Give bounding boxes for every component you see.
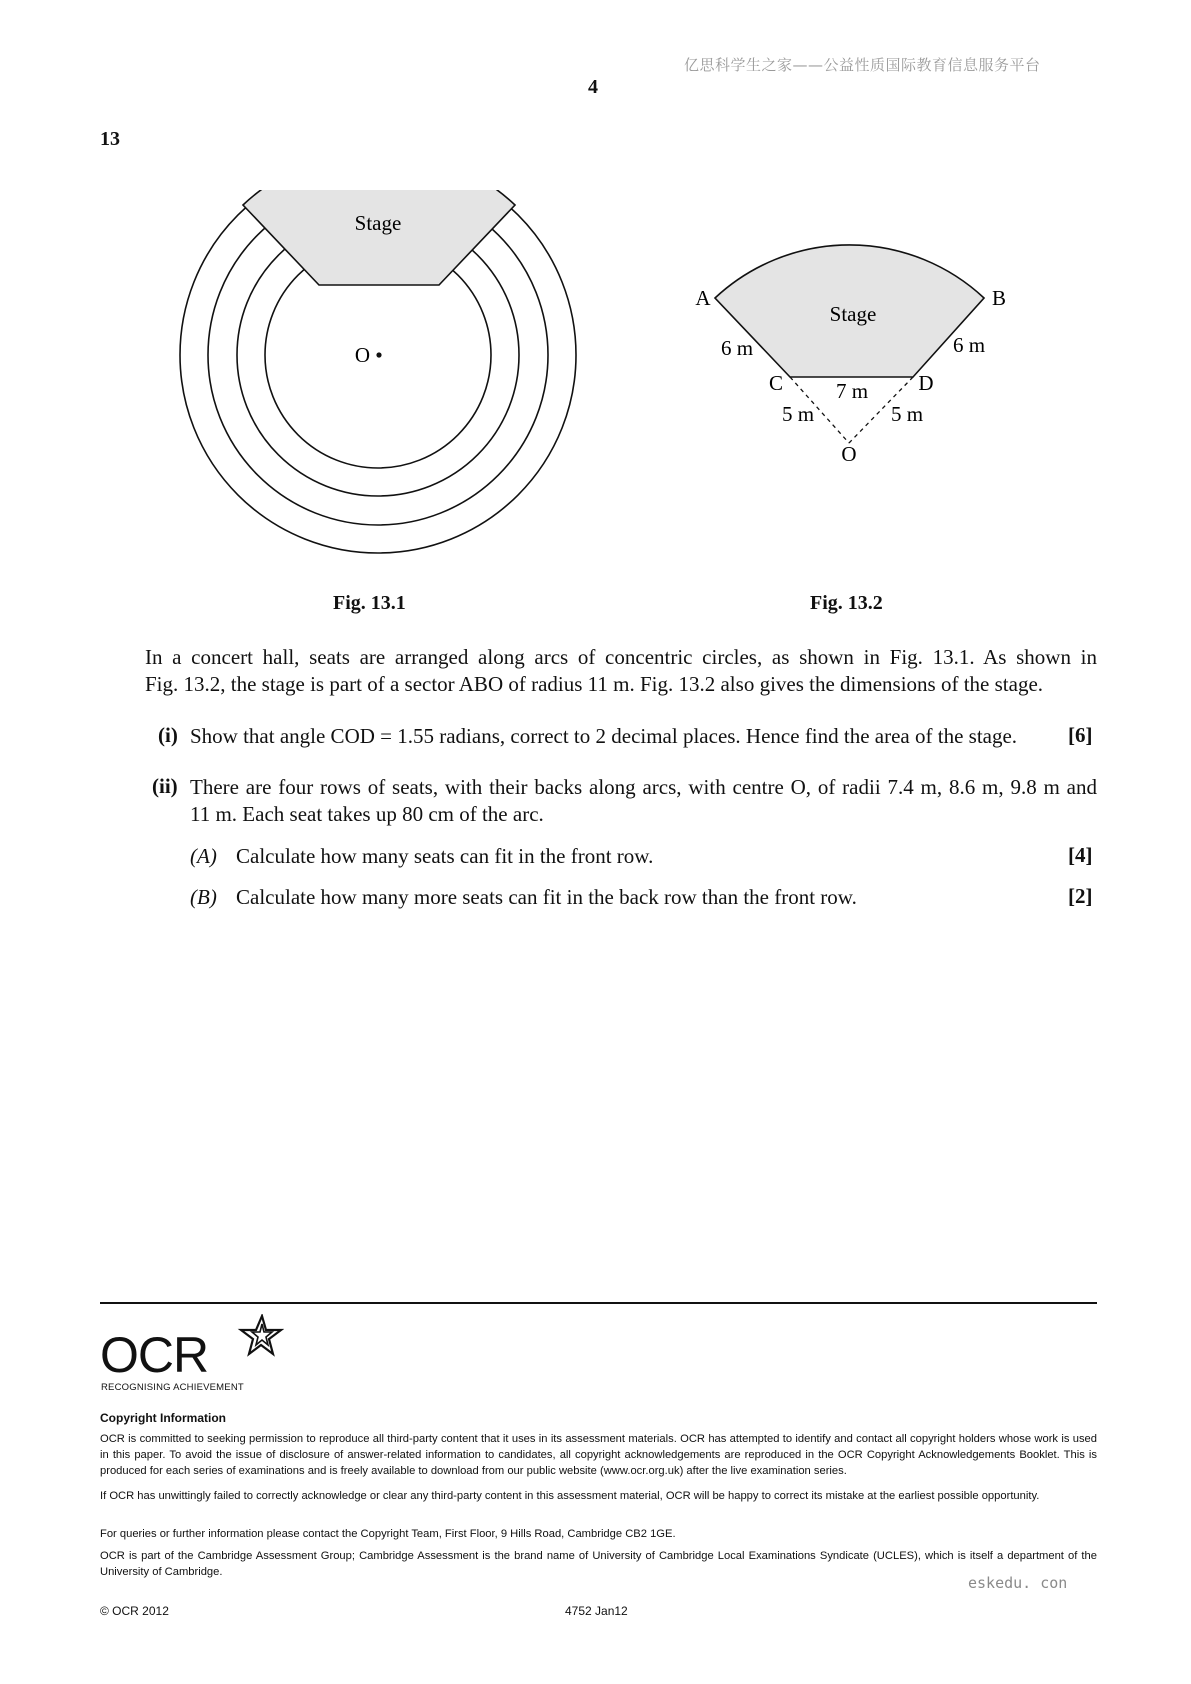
part-ii-text-line-2: 11 m. Each seat takes up 80 cm of the arc. <box>190 802 544 826</box>
length-co: 5 m <box>781 402 815 426</box>
copyright-para-2: If OCR has unwittingly failed to correctly acknowledge or clear any third-party content in this assessment material, OCR will be happy to correct its mistake at the earliest possible opportunity. <box>100 1490 1040 1502</box>
page-number: 4 <box>588 76 598 98</box>
part-ii-b-label: (B) <box>190 885 217 909</box>
footer-rule <box>100 1302 1097 1304</box>
figure-13-1 <box>175 190 585 560</box>
copyright-para-4: OCR is part of the Cambridge Assessment Group; Cambridge Assessment is the brand name of University of Cambridge Local Examinations Syndicate (UCLES), which is itself a department of the University of Cambridge. <box>100 1550 1097 1578</box>
intro-line-1: In a concert hall, seats are arranged along arcs of concentric circles, as shown in Fig. 13.1. As shown in <box>145 645 1097 669</box>
label-a: A <box>695 286 711 310</box>
centre-point <box>376 352 381 357</box>
centre-label: O <box>354 343 370 367</box>
part-ii-a-label: (A) <box>190 844 217 868</box>
stage-region <box>243 190 515 285</box>
ocr-logo <box>100 1310 280 1394</box>
copyright-para-3: For queries or further information please contact the Copyright Team, First Floor, 9 Hills Road, Cambridge CB2 1GE. <box>100 1528 676 1540</box>
length-bd: 6 m <box>952 333 986 357</box>
stage-label: Stage <box>354 211 402 235</box>
paper-code: 4752 Jan12 <box>565 1604 628 1618</box>
length-ac: 6 m <box>720 336 754 360</box>
copyright-para-1: OCR is committed to seeking permission to reproduce all third-party content that it uses in its assessment materials. OCR has attempted to identify and contact all copyright holders whose work is used in this paper. To avoid the issue of disclosure of answer-related information to candidates, all copyright acknowledgements are reproduced in the OCR Copyright Acknowledgements Booklet. This is produced for each series of examinations and is freely available to download from our public website (www.ocr.org.uk) after the live examination series. <box>100 1433 1097 1477</box>
label-b: B <box>991 286 1007 310</box>
ocr-logo-text: OCR <box>100 1327 209 1383</box>
footer-watermark: eskedu. con <box>968 1574 1068 1592</box>
question-number: 13 <box>100 128 120 150</box>
part-ii-a-marks: [4] <box>1068 843 1093 867</box>
label-c: C <box>768 371 784 395</box>
label-o: O <box>841 442 857 466</box>
part-i-marks: [6] <box>1068 723 1093 747</box>
fig-13-1-caption: Fig. 13.1 <box>333 592 406 614</box>
part-ii-b-marks: [2] <box>1068 884 1093 908</box>
label-d: D <box>918 371 934 395</box>
part-ii-b-text: Calculate how many more seats can fit in the back row than the front row. <box>236 885 857 909</box>
ocr-logo-tagline: RECOGNISING ACHIEVEMENT <box>101 1382 244 1393</box>
part-ii-label: (ii) <box>152 774 178 798</box>
part-ii-text-line-1: There are four rows of seats, with their backs along arcs, with centre O, of radii 7.4 m, 8.6 m, 9.8 m and <box>190 775 1097 799</box>
copyright-year: © OCR 2012 <box>100 1604 169 1618</box>
copyright-heading: Copyright Information <box>100 1411 226 1425</box>
part-ii-a-text: Calculate how many seats can fit in the front row. <box>236 844 654 868</box>
fig-13-2-caption: Fig. 13.2 <box>810 592 883 614</box>
figure-13-2 <box>690 240 1020 470</box>
length-cd: 7 m <box>835 379 869 403</box>
length-do: 5 m <box>890 402 924 426</box>
ocr-star-icon <box>234 1314 284 1360</box>
part-i-text: Show that angle COD = 1.55 radians, correct to 2 decimal places. Hence find the area of the stage. <box>190 724 1018 748</box>
header-watermark: 亿思科学生之家——公益性质国际教育信息服务平台 <box>684 56 1041 74</box>
stage-label: Stage <box>829 302 877 326</box>
intro-line-2: Fig. 13.2, the stage is part of a sector ABO of radius 11 m. Fig. 13.2 also gives the dimensions of the stage. <box>145 672 1044 696</box>
part-i-label: (i) <box>158 723 178 747</box>
